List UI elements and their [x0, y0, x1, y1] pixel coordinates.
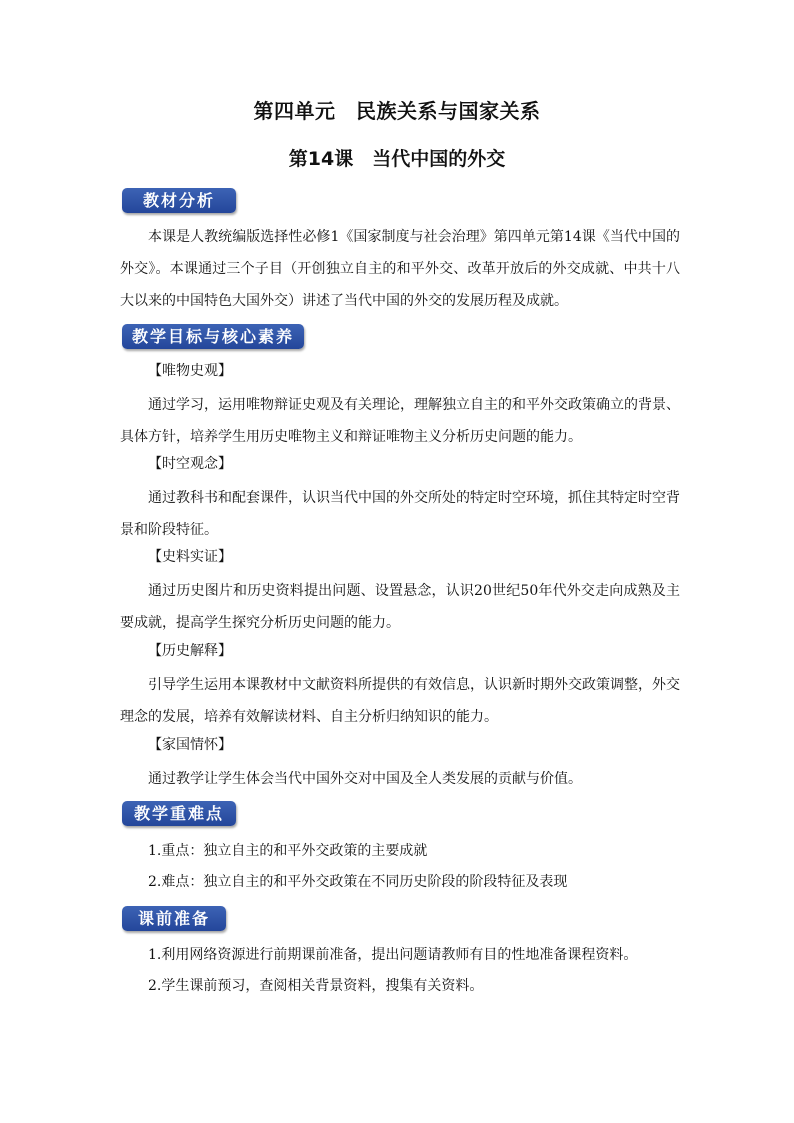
- goal-text-interpretation: 引导学生运用本课教材中文献资料所提供的有效信息，认识新时期外交政策调整，外交理念的发展，培养有效解读材料、自主分析归纳知识的能力。: [120, 677, 680, 725]
- unit-title: 第四单元 民族关系与国家关系: [253, 99, 541, 123]
- goal-text-evidence: 通过历史图片和历史资料提出问题、设置悬念，认识20世纪50年代外交走向成熟及主要成就，提高学生探究分析历史问题的能力。: [120, 583, 680, 631]
- section-heading-analysis: 教材分析: [122, 188, 236, 213]
- lesson-title: 第14课 当代中国的外交: [288, 148, 506, 170]
- goal-label-interpretation: 【历史解释】: [148, 643, 232, 659]
- goal-label-patriotism: 【家国情怀】: [148, 737, 232, 753]
- prep-item: 1.利用网络资源进行前期课前准备，提出问题请教师有目的性地准备课程资料。: [148, 947, 638, 963]
- difficulty-item: 2.难点：独立自主的和平外交政策在不同历史阶段的阶段特征及表现: [148, 874, 568, 890]
- section-heading-prep: 课前准备: [122, 906, 226, 931]
- keypoint-item: 1.重点：独立自主的和平外交政策的主要成就: [148, 843, 428, 859]
- section-heading-keypoints: 教学重难点: [122, 801, 236, 826]
- goal-text-patriotism: 通过教学让学生体会当代中国外交对中国及全人类发展的贡献与价值。: [148, 771, 582, 787]
- goal-label-materialism: 【唯物史观】: [148, 363, 232, 379]
- section-heading-goals: 教学目标与核心素养: [122, 324, 304, 349]
- goal-text-spacetime: 通过教科书和配套课件，认识当代中国的外交所处的特定时空环境，抓住其特定时空背景和阶段特征。: [120, 490, 680, 538]
- prep-item: 2.学生课前预习，查阅相关背景资料，搜集有关资料。: [148, 978, 484, 994]
- analysis-paragraph: 本课是人教统编版选择性必修1《国家制度与社会治理》第四单元第14课《当代中国的外交》。本课通过三个子目（开创独立自主的和平外交、改革开放后的外交成就、中共十八大以来的中国特色大国外交）讲述了当代中国的外交的发展历程及成就。: [120, 229, 680, 309]
- goal-text-materialism: 通过学习，运用唯物辩证史观及有关理论，理解独立自主的和平外交政策确立的背景、具体方针，培养学生用历史唯物主义和辩证唯物主义分析历史问题的能力。: [120, 397, 680, 445]
- goal-label-evidence: 【史料实证】: [148, 549, 232, 565]
- goal-label-spacetime: 【时空观念】: [148, 456, 232, 472]
